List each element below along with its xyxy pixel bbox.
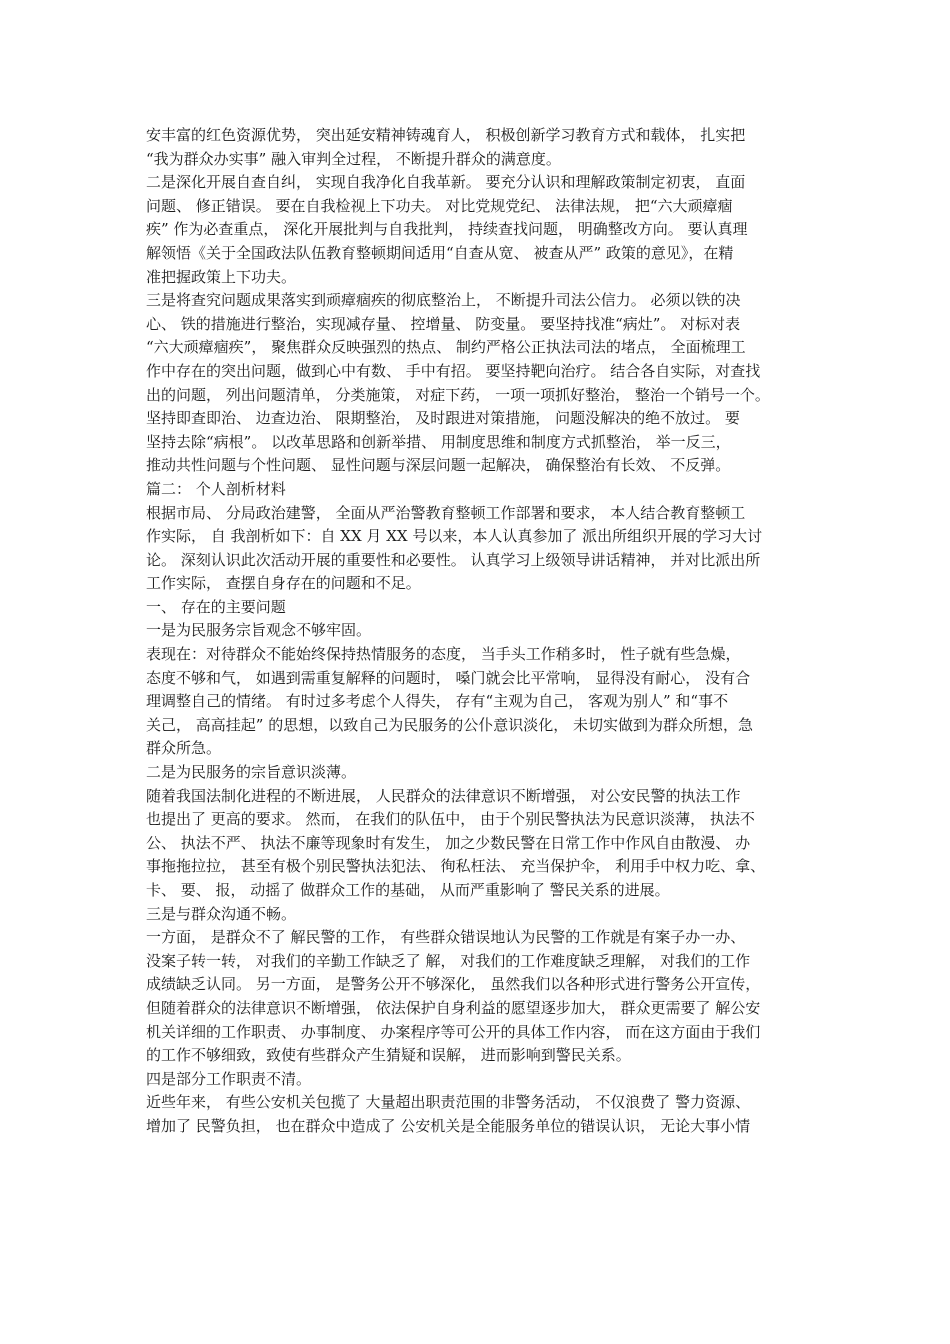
text-line: “我为群众办实事” 融入审判全过程， 不断提升群众的满意度。: [146, 149, 561, 168]
text-line: 表现在：对待群众不能始终保持热情服务的态度， 当手头工作稍多时， 性子就有些急燥，: [146, 645, 741, 664]
text-line: 二是为民服务的宗旨意识淡薄。: [146, 763, 357, 782]
text-line: 作中存在的突出问题，做到心中有数、 手中有招。 要坚持靶向治疗。 结合各自实际，对查找: [146, 361, 761, 380]
text-line: 安丰富的红色资源优势， 突出延安精神铸魂育人， 积极创新学习教育方式和载体， 扎实把: [146, 126, 746, 144]
text-line: 随着我国法制化进程的不断进展， 人民群众的法律意识不断增强， 对公安民警的执法工作: [146, 786, 741, 805]
text-line: 群众所急。: [146, 739, 222, 758]
text-line: 没案子转一转， 对我们的辛勤工作缺乏了 解， 对我们的工作难度缺乏理解， 对我们的工作: [146, 951, 751, 970]
text-line: 三是将查究问题成果落实到顽瘴痼疾的彻底整治上， 不断提升司法公信力。 必须以铁的决: [146, 291, 741, 310]
text-line: 二是深化开展自查自纠， 实现自我净化自我革新。 要充分认识和理解政策制定初衷， 直面: [146, 173, 746, 192]
document-body: [146, 124, 826, 1139]
text-line: 四是部分工作职责不清。: [146, 1069, 312, 1088]
text-line: “六大顽瘴痼疾”， 聚焦群众反映强烈的热点、 制约严格公正执法司法的堵点， 全面梳理工: [146, 338, 746, 357]
text-line: 论。 深刻认识此次活动开展的重要性和必要性。 认真学习上级领导讲话精神， 并对比派出所: [146, 550, 761, 569]
text-line: 态度不够和气， 如遇到需重复解释的问题时， 嗓门就会比平常响， 显得没有耐心， 没有合: [146, 668, 751, 687]
text-line: 心、 铁的措施进行整治，实现减存量、 控增量、 防变量。 要坚持找准“病灶”。 对标对表: [146, 314, 741, 333]
text-line: 出的问题， 列出问题清单， 分类施策， 对症下药， 一项一项抓好整治， 整治一个销号一个。: [146, 385, 770, 404]
text-line: 三是与群众沟通不畅。: [146, 904, 297, 923]
text-line: 篇二： 个人剖析材料: [146, 479, 286, 498]
text-line: 近些年来， 有些公安机关包揽了 大量超出职责范围的非警务活动， 不仅浪费了 警力资源、: [146, 1093, 751, 1112]
text-line: 疾” 作为必查重点， 深化开展批判与自我批判， 持续查找问题， 明确整改方向。 要认真理: [146, 220, 748, 239]
text-line: 公、 执法不严、 执法不廉等现象时有发生， 加之少数民警在日常工作中作风自由散漫、 办: [146, 833, 751, 852]
text-line: 机关详细的工作职责、 办事制度、 办案程序等可公开的具体工作内容， 而在这方面由于我们: [146, 1022, 761, 1041]
text-line: 增加了 民警负担， 也在群众中造成了 公安机关是全能服务单位的错误认识， 无论大事小情: [146, 1116, 751, 1135]
text-line: 推动共性问题与个性问题、 显性问题与深层问题一起解决， 确保整治有长效、 不反弹。: [146, 456, 731, 475]
text-line: 事拖拖拉拉， 甚至有极个别民警执法犯法、 徇私枉法、 充当保护伞， 利用手中权力吃、拿、: [146, 857, 766, 876]
text-line: 一方面， 是群众不了 解民警的工作， 有些群众错误地认为民警的工作就是有案子办一办、: [146, 928, 746, 947]
text-line: 工作实际， 查摆自身存在的问题和不足。: [146, 574, 421, 593]
text-line: 但随着群众的法律意识不断增强， 依法保护自身利益的愿望逐步加大， 群众更需要了 解公安: [146, 998, 761, 1017]
text-line: 根据市局、 分局政治建警， 全面从严治警教育整顿工作部署和要求， 本人结合教育整顿工: [146, 503, 746, 522]
text-line: 问题、 修正错误。 要在自我检视上下功夫。 对比党规党纪、 法律法规， 把“六大顽瘴痼: [146, 196, 733, 215]
text-line: 的工作不够细致，致使有些群众产生猜疑和误解， 进而影响到警民关系。: [146, 1046, 631, 1065]
text-line: 准把握政策上下功夫。: [146, 267, 297, 286]
text-line: 关己， 高高挂起” 的思想，以致自己为民服务的公仆意识淡化， 未切实做到为群众所想，急: [146, 715, 753, 734]
text-line: 卡、 要、 报， 动摇了 做群众工作的基础， 从而严重影响了 警民关系的进展。: [146, 881, 670, 899]
text-line: 成绩缺乏认同。 另一方面， 是警务公开不够深化， 虽然我们以各种形式进行警务公开宣传，: [146, 975, 761, 994]
text-line: 理调整自己的情绪。 有时过多考虑个人得失， 存有“主观为自己， 客观为别人” 和“事不: [146, 692, 729, 711]
text-line: 作实际， 自 我剖析如下：自 XX 月 XX 号以来，本人认真参加了 派出所组织开展的学习大讨: [146, 527, 763, 546]
text-line: 坚持即查即治、 边查边治、 限期整治， 及时跟进对策措施， 问题没解决的绝不放过。 要: [146, 409, 740, 428]
text-line: 解领悟《关于全国政法队伍教育整顿期间适用“自查从宽、 被查从严” 政策的意见》，在精: [146, 243, 734, 262]
text-line: 坚持去除“病根”。 以改革思路和创新举措、 用制度思维和制度方式抓整治， 举一反三，: [146, 432, 731, 451]
text-line: 一、 存在的主要问题: [146, 597, 286, 616]
text-line: 也提出了 更高的要求。 然而， 在我们的队伍中， 由于个别民警执法为民意识淡薄， 执法不: [146, 810, 755, 829]
text-line: 一是为民服务宗旨观念不够牢固。: [146, 621, 372, 640]
